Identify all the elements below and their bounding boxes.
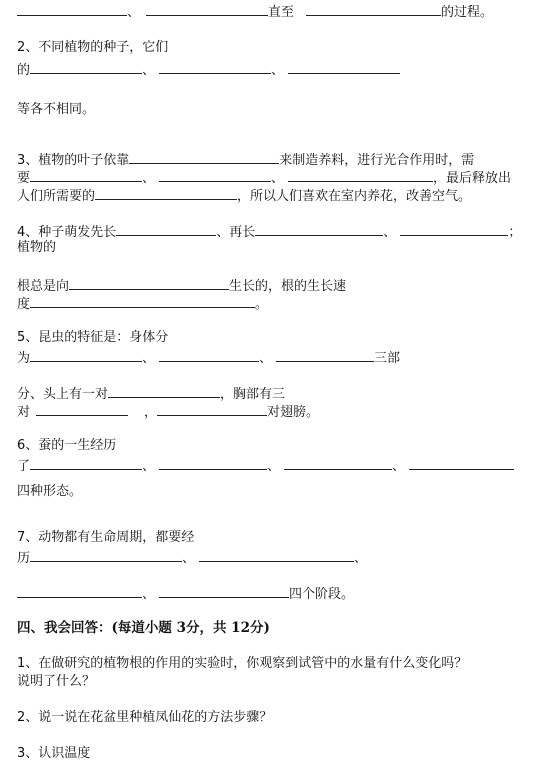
separator: 、 (267, 459, 281, 474)
q5-text-e: 对 (17, 405, 31, 420)
q5-text-c: 分、头上有一对 (17, 387, 109, 402)
q2-prompt: 2、不同植物的种子，它们 (17, 40, 169, 55)
q3-text-f: ，所以人们喜欢在室内养花，改善空气。 (237, 189, 472, 204)
a1-line-2: 说明了什么？ (17, 674, 96, 689)
q3-line-1 (17, 150, 474, 169)
q4-line-4 (17, 294, 268, 313)
q5-text-a: 为 (17, 351, 31, 366)
q6-blank-4[interactable] (409, 456, 514, 470)
q7-blank-1[interactable] (30, 548, 182, 562)
q7-line-2 (17, 548, 367, 567)
q3-line-3 (17, 186, 471, 205)
separator: 、 (142, 459, 156, 474)
q1-blank-3[interactable] (306, 2, 441, 16)
q1-blank-1[interactable] (17, 2, 127, 16)
q5-text-b: 三部 (374, 351, 401, 366)
q4-blank-1[interactable] (116, 222, 216, 236)
q3-blank-3[interactable] (159, 168, 271, 182)
q5-text-d: ，胸部有三 (220, 387, 286, 402)
q5-blank-6[interactable] (157, 402, 267, 416)
q5-blank-5[interactable] (36, 402, 128, 416)
q4-line-1 (17, 222, 521, 241)
q2-tail: 等各不相同。 (17, 102, 96, 117)
q3-text-e: 人们所需要的 (17, 189, 96, 204)
separator: 、 (259, 351, 273, 366)
separator: 、 (142, 587, 156, 602)
q2-lead: 的 (17, 63, 31, 78)
q2-blank-3[interactable] (288, 60, 400, 74)
q4-blank-2[interactable] (255, 222, 383, 236)
separator: 、 (271, 63, 285, 78)
q2-blanks-line (17, 60, 400, 79)
q2-blank-1[interactable] (30, 60, 142, 74)
q7-text-a: 历 (17, 551, 31, 566)
q5-blank-1[interactable] (30, 348, 142, 362)
q7-text-b: 四个阶段。 (289, 587, 355, 602)
a3-line-1: 3、认识温度 (17, 746, 91, 761)
separator: 、 (127, 5, 141, 20)
q5-blank-3[interactable] (276, 348, 374, 362)
q1-text-end: 的过程。 (441, 5, 494, 20)
q4-text-f: 。 (255, 297, 269, 312)
q5-line-4 (17, 402, 319, 421)
q4-line-3 (17, 276, 346, 295)
a1-line-1: 1、在做研究的植物根的作用的实验时，你观察到试管中的水量有什么变化吗？ (17, 656, 468, 671)
q5-text-f: 对翅膀。 (267, 405, 320, 420)
q4-text-c: 根总是向 (17, 279, 70, 294)
q4-text-a: 4、种子萌发先长 (17, 225, 117, 240)
q6-line-2 (17, 456, 514, 475)
a2-line-1: 2、说一说在花盆里种植凤仙花的方法步骤？ (17, 710, 273, 725)
q4-text-e: 度 (17, 297, 31, 312)
q5-line-1: 5、昆虫的特征是：身体分 (17, 330, 169, 345)
q3-text-c: 要 (17, 171, 31, 186)
q7-line-1: 7、动物都有生命周期，都要经 (17, 530, 195, 545)
separator: 、 (142, 171, 156, 186)
q6-blank-2[interactable] (159, 456, 267, 470)
q4-text-b: 、再长 (216, 225, 256, 240)
q3-line-2 (17, 168, 511, 187)
q7-line-3 (17, 584, 354, 603)
q1-line (17, 2, 493, 21)
q6-line-1: 6、蚕的一生经历 (17, 438, 117, 453)
separator: 、 (392, 459, 406, 474)
q3-blank-4[interactable] (288, 168, 433, 182)
q3-text-a: 3、植物的叶子依靠 (17, 153, 130, 168)
q6-line-3: 四种形态。 (17, 484, 83, 499)
q6-blank-1[interactable] (30, 456, 142, 470)
q3-blank-5[interactable] (95, 186, 237, 200)
separator: 、 (142, 63, 156, 78)
separator: 、 (383, 225, 397, 240)
q5-line-3 (17, 384, 285, 403)
separator: 、 (271, 171, 285, 186)
separator: 、 (142, 351, 156, 366)
q4-blank-3[interactable] (400, 222, 508, 236)
q2-blank-2[interactable] (159, 60, 271, 74)
q5-line-2 (17, 348, 400, 367)
q4-blank-4[interactable] (69, 276, 229, 290)
q4-blank-5[interactable] (30, 294, 255, 308)
q5-blank-2[interactable] (159, 348, 259, 362)
q7-blank-2[interactable] (199, 548, 354, 562)
separator: ， (144, 405, 158, 420)
q5-blank-4[interactable] (108, 384, 220, 398)
q1-text-mid: 直至 (268, 5, 295, 20)
q3-text-b: 来制造养料，进行光合作用时，需 (279, 153, 475, 168)
q3-blank-2[interactable] (30, 168, 142, 182)
separator: 、 (182, 551, 196, 566)
q3-text-d: ，最后释放出 (433, 171, 512, 186)
q3-blank-1[interactable] (129, 150, 279, 164)
q7-blank-3[interactable] (17, 584, 142, 598)
q6-blank-3[interactable] (284, 456, 392, 470)
q4-text-d: 生长的，根的生长速 (229, 279, 347, 294)
q6-text-a: 了 (17, 459, 31, 474)
q4-line-2: 植物的 (17, 240, 57, 255)
q1-blank-2[interactable] (146, 2, 268, 16)
q4-text-end: ； (508, 225, 522, 240)
q7-blank-4[interactable] (159, 584, 289, 598)
section-title: 四、我会回答：(每道小题 3分，共 12分) (17, 620, 270, 636)
separator: 、 (354, 551, 368, 566)
